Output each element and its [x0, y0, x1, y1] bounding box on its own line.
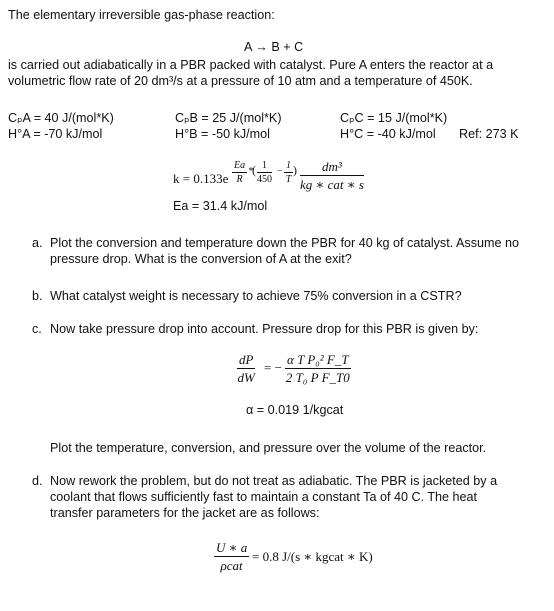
- reaction-arrow-icon: →: [255, 40, 268, 54]
- h-a: H°A = -70 kJ/mol: [8, 127, 103, 141]
- part-b-marker: b.: [32, 289, 43, 303]
- part-d-line-1: Now rework the problem, but do not treat as adiabatic. The PBR is jacketed by a: [50, 474, 498, 488]
- reference-temperature: Ref: 273 K: [459, 127, 519, 141]
- exponent-minus: −: [277, 166, 283, 177]
- description-line-1: is carried out adiabatically in a PBR packed with catalyst. Pure A enters the reactor at a: [8, 58, 494, 72]
- part-d-line-2: coolant that flows sufficiently fast to maintain a constant Ta of 40 C. The heat: [50, 490, 478, 504]
- heat-num: U ∗ a: [216, 540, 248, 555]
- exponent-den: R: [236, 174, 243, 185]
- h-b: H°B = -50 kJ/mol: [175, 127, 270, 141]
- h-c: H°C = -40 kJ/mol: [340, 127, 436, 141]
- pressure-equals: = −: [264, 360, 282, 375]
- cp-b: CₚB = 25 J/(mol*K): [175, 111, 282, 125]
- exponent-num: Ea: [234, 160, 246, 171]
- heat-rhs: = 0.8 J/(s ∗ kgcat ∗ K): [252, 549, 373, 564]
- part-c-line-1: Now take pressure drop into account. Pressure drop for this PBR is given by:: [50, 322, 479, 336]
- heat-den: ρcat: [220, 558, 243, 573]
- rate-units: [300, 159, 364, 192]
- products: B + C: [271, 40, 304, 54]
- pressure-lhs: $\frac{dP}{dW}$: [237, 352, 255, 385]
- exponent-paren-left: (: [252, 163, 256, 177]
- part-b-line-1: What catalyst weight is necessary to achieve 75% conversion in a CSTR?: [50, 289, 462, 303]
- part-c-marker: c.: [32, 322, 42, 336]
- description-line-2: volumetric flow rate of 20 dm³/s at a pressure of 10 atm and a temperature of 450K.: [8, 74, 473, 88]
- exponent-mult: *: [248, 166, 253, 177]
- part-d-marker: d.: [32, 474, 43, 488]
- exponent-frac-2: $\frac{1}{T}$: [285, 160, 292, 185]
- reaction-equation: [244, 40, 303, 55]
- part-a-line-1: Plot the conversion and temperature down the PBR for 40 kg of catalyst. Assume no: [50, 236, 520, 250]
- exponent-fraction: [232, 160, 247, 185]
- pressure-rhs: $\frac{\text{α T P₀² F\_T}}{\text{2 T₀ P F\_T0}}$: [285, 352, 350, 385]
- part-a-line-2: pressure drop. What is the conversion of A at the exit?: [50, 252, 352, 266]
- intro-text: The elementary irreversible gas-phase reaction:: [8, 8, 275, 22]
- rate-lhs: k = 0.133e: [173, 171, 229, 186]
- cp-c: CₚC = 15 J/(mol*K): [340, 111, 448, 125]
- activation-energy: Ea = 31.4 kJ/mol: [173, 199, 268, 213]
- part-a-marker: a.: [32, 236, 43, 250]
- plot-instruction: Plot the temperature, conversion, and pressure over the volume of the reactor.: [50, 441, 487, 455]
- part-d-line-3: transfer parameters for the jacket are as follows:: [50, 506, 320, 520]
- exponent-paren-right: ): [293, 163, 297, 177]
- exponent-frac-1: $\frac{1}{450}$: [257, 160, 272, 185]
- reactant: A: [244, 40, 252, 54]
- rate-units-num: dm³: [300, 159, 364, 176]
- alpha-value: α = 0.019 1/kgcat: [246, 403, 344, 417]
- heat-fraction: [214, 540, 249, 573]
- cp-a: CₚA = 40 J/(mol*K): [8, 111, 114, 125]
- rate-units-den: kg ∗ cat ∗ s: [300, 177, 364, 192]
